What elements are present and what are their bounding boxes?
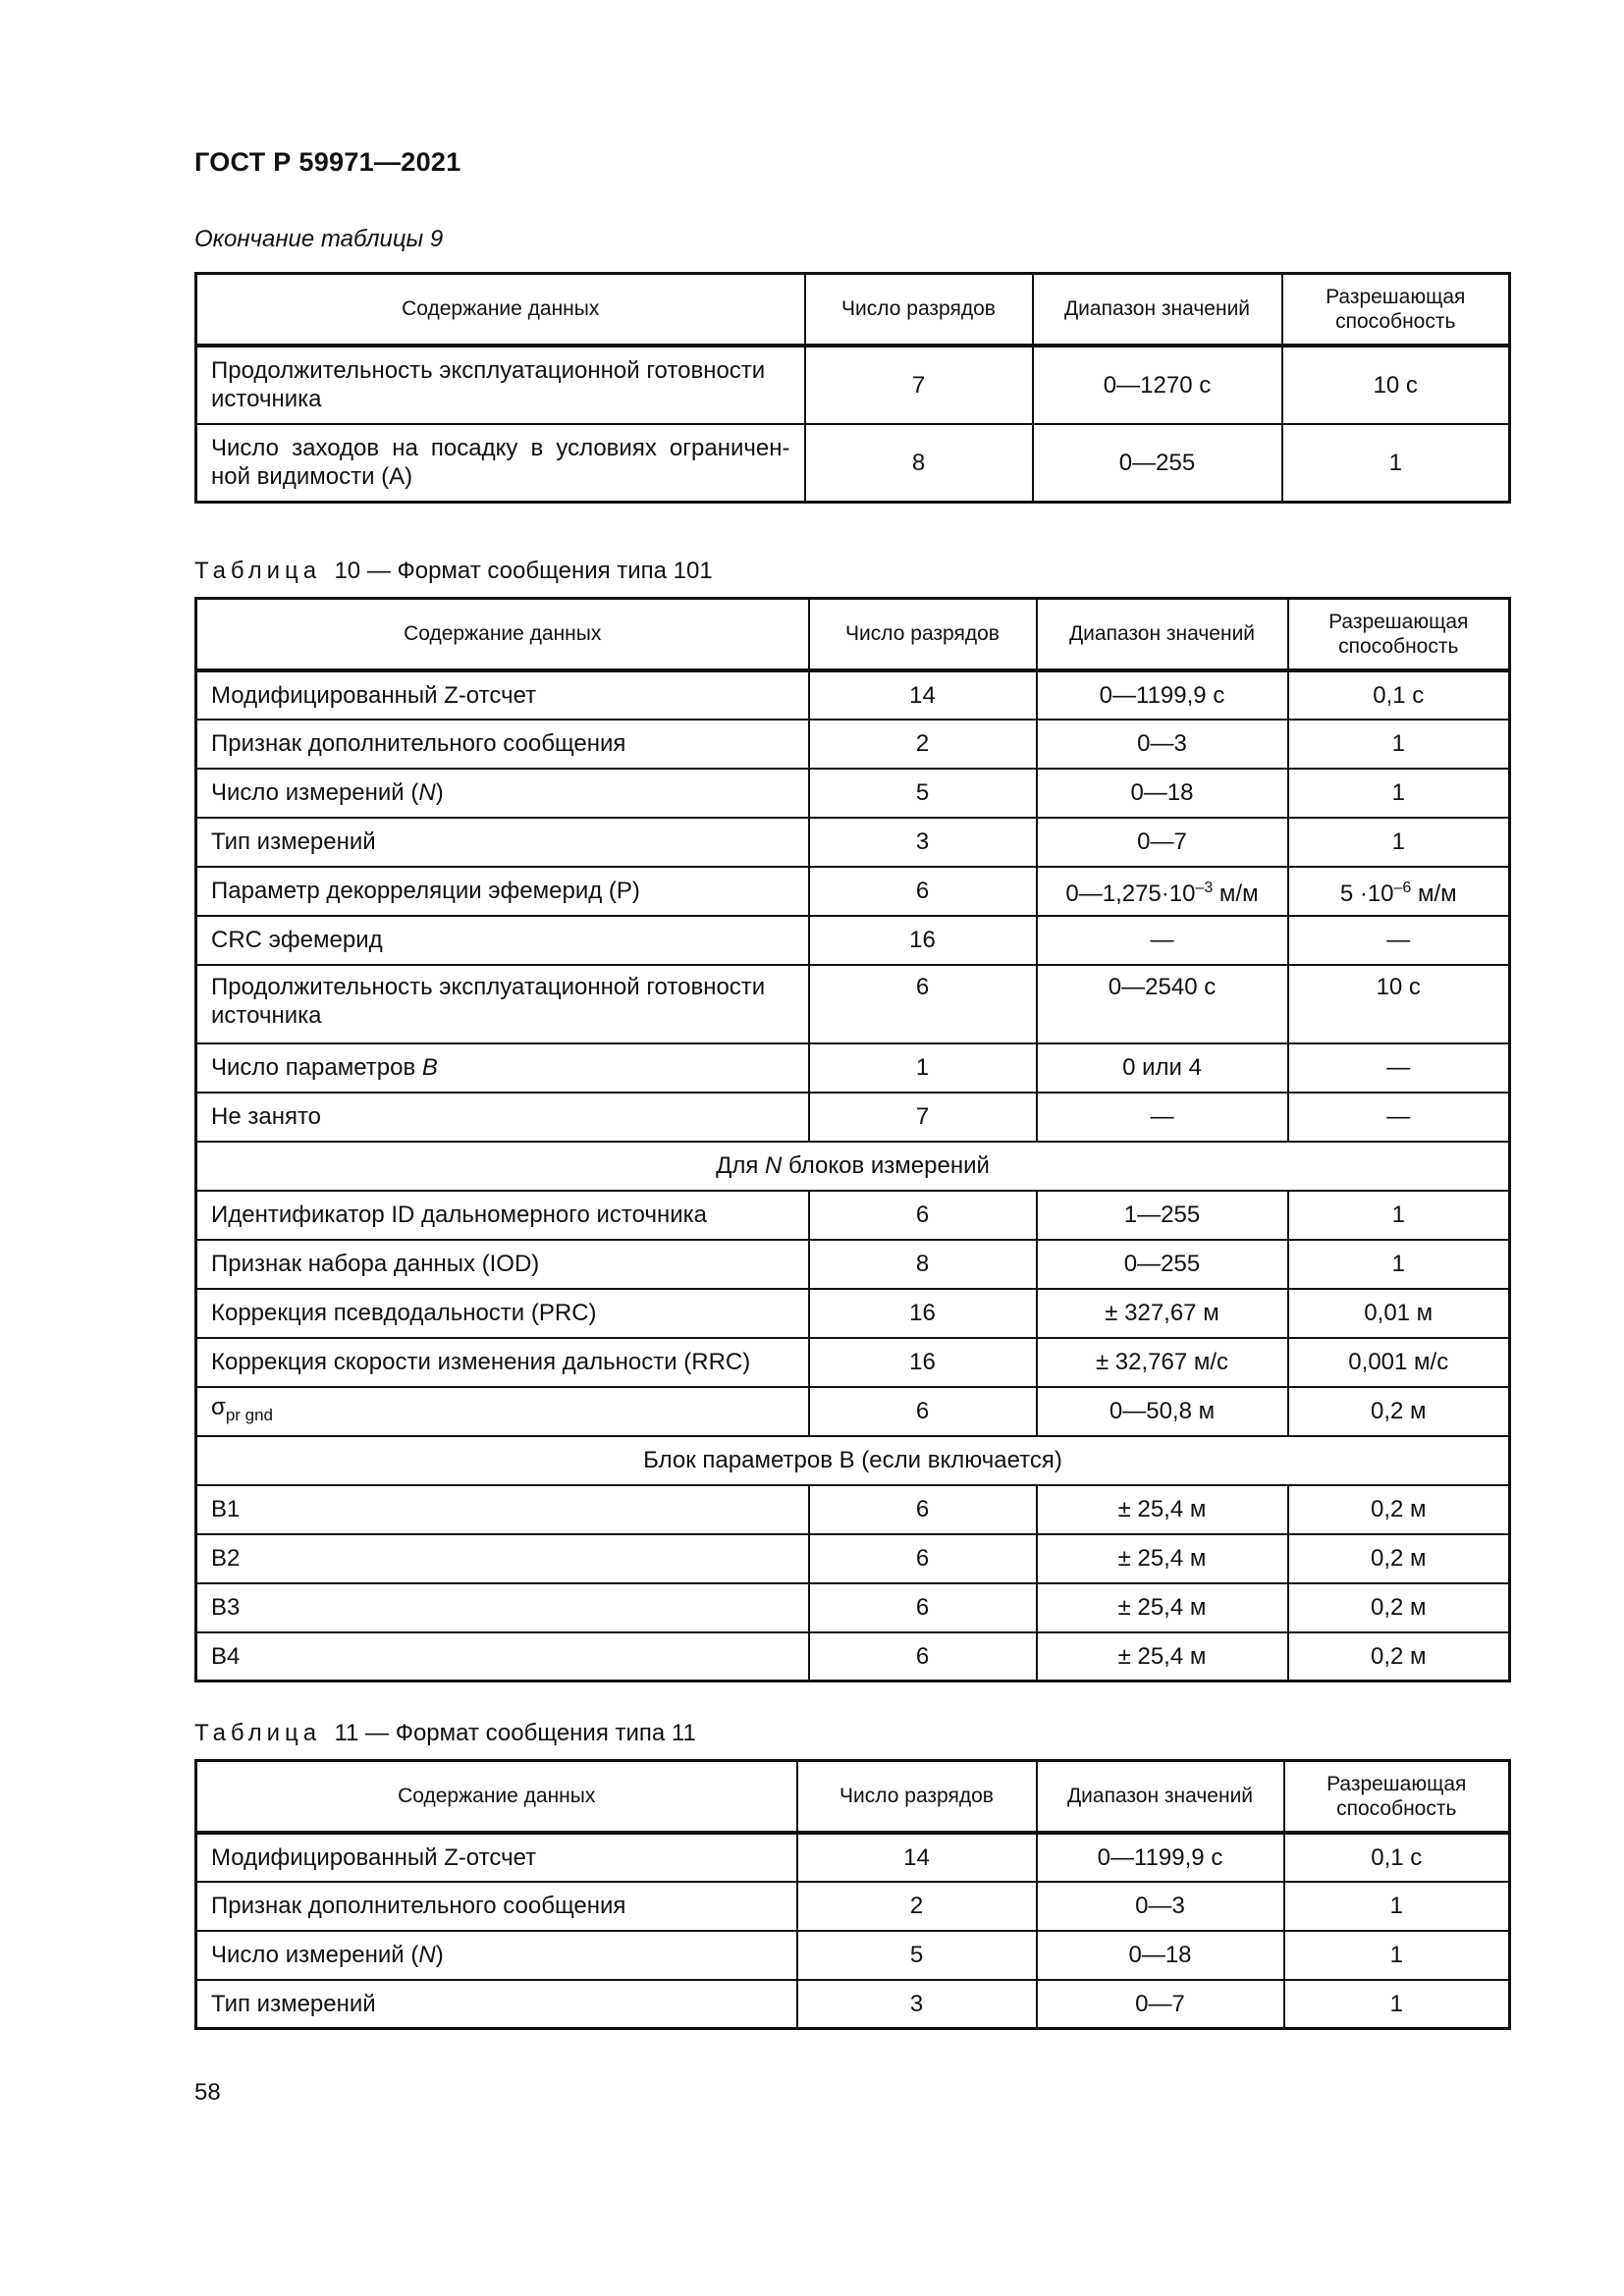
table9-caption: Окончание таблицы 9 [194,226,444,252]
cell: CRC эфемерид [196,916,809,965]
cell: Параметр декорреляции эфемерид (Р) [196,867,809,916]
col-header: Разрешающая способность [1282,274,1510,346]
cell: 1 [1288,1191,1510,1240]
section-row [196,1436,1510,1485]
cell: 14 [797,1833,1037,1882]
cell: Модифицированный Z-отсчет [196,1833,797,1882]
page-number: 58 [194,2079,221,2106]
cell: ± 25,4 м [1037,1534,1288,1583]
table-row [196,1833,1510,1882]
cell: B1 [196,1485,809,1534]
table9 [194,272,1511,504]
table11-caption-text: 11 — Формат сообщения типа 11 [334,1720,696,1746]
cell-text: Число измерений ( [211,1942,419,1968]
table-row [196,1980,1510,2029]
table-row [196,424,1510,503]
cell-text: Число параметров [211,1054,422,1081]
cell: 6 [809,867,1037,916]
table11-caption [194,1720,696,1747]
table-row [196,1043,1510,1093]
cell: 0—255 [1037,1240,1288,1289]
cell: 0 или 4 [1037,1043,1288,1093]
cell: 5 [797,1931,1037,1980]
cell-exp: –6 [1393,880,1412,896]
cell-text: 0—1,275·10 [1065,881,1196,907]
cell: 1 [1288,769,1510,818]
cell [1288,867,1510,916]
cell: ± 25,4 м [1037,1632,1288,1682]
cell: 1 [1288,818,1510,867]
cell: Коррекция скорости изменения дальности (RRC) [196,1338,809,1387]
cell-text: м/м [1213,881,1259,907]
table-row [196,1882,1510,1931]
table10-caption [194,558,713,585]
cell: B4 [196,1632,809,1682]
cell: 7 [805,346,1033,424]
table10 [194,597,1511,1682]
cell: 0—1199,9 с [1037,670,1288,720]
cell: Идентификатор ID дальномерного источника [196,1191,809,1240]
cell: 14 [809,670,1037,720]
cell: 1 [1284,1882,1510,1931]
cell: Признак набора данных (IOD) [196,1240,809,1289]
table11-header-row [196,1761,1510,1833]
cell: 0—1199,9 с [1037,1833,1284,1882]
cell-text: Число измерений ( [211,779,419,806]
cell: 1 [1282,424,1510,503]
col-header: Содержание данных [196,599,809,670]
table-row [196,720,1510,769]
cell: 0,001 м/с [1288,1338,1510,1387]
cell [1037,867,1288,916]
table10-header-row [196,599,1510,670]
sigma-subscript: pr gnd [225,1405,274,1424]
table-row [196,346,1510,424]
cell-exp: –3 [1195,880,1214,896]
cell: 6 [809,1632,1037,1682]
cell: 1 [1284,1931,1510,1980]
table-row [196,965,1510,1043]
cell: Модифицированный Z-отсчет [196,670,809,720]
cell: — [1037,916,1288,965]
sigma-symbol: σ [211,1394,226,1421]
cell: 1 [809,1043,1037,1093]
cell: — [1288,916,1510,965]
section-row [196,1142,1510,1191]
cell: — [1288,1043,1510,1093]
table-row [196,670,1510,720]
cell: 10 с [1282,346,1510,424]
cell: Число заходов на посадку в условиях ограничен-ной видимости (А) [196,424,805,503]
cell: ± 25,4 м [1037,1583,1288,1632]
cell: 0,1 с [1284,1833,1510,1882]
table-row [196,1485,1510,1534]
col-header: Диапазон значений [1033,274,1282,346]
cell-text: ) [435,1942,444,1968]
cell: 1 [1288,720,1510,769]
table11-caption-label: Таблица [194,1720,322,1746]
cell: 0—50,8 м [1037,1387,1288,1436]
cell: Продолжительность эксплуатационной готовности источника [196,346,805,424]
cell: 0—18 [1037,769,1288,818]
cell: Продолжительность эксплуатационной готовности источника [196,965,809,1043]
cell: 1 [1284,1980,1510,2029]
table-row [196,1931,1510,1980]
document-id: ГОСТ Р 59971—2021 [194,147,461,177]
cell: 0,2 м [1288,1485,1510,1534]
table-row [196,1632,1510,1682]
cell: 0,2 м [1288,1387,1510,1436]
cell-text: Для [716,1152,766,1179]
cell: 5 [809,769,1037,818]
section-heading [196,1142,1510,1191]
table-row [196,916,1510,965]
col-header: Содержание данных [196,1761,797,1833]
table-row [196,1289,1510,1338]
cell: 8 [809,1240,1037,1289]
cell-text: м/м [1411,881,1457,907]
cell: 16 [809,1289,1037,1338]
cell: 0,01 м [1288,1289,1510,1338]
cell-text: 5 ·10 [1339,881,1394,907]
cell: 16 [809,1338,1037,1387]
col-header: Разрешающая способность [1284,1761,1510,1833]
cell: ± 25,4 м [1037,1485,1288,1534]
cell: 0—2540 с [1037,965,1288,1043]
table10-caption-label: Таблица [194,558,322,584]
cell: Тип измерений [196,1980,797,2029]
table10-caption-text: 10 — Формат сообщения типа 101 [334,558,713,584]
table-row [196,769,1510,818]
table-row [196,1534,1510,1583]
cell: Признак дополнительного сообщения [196,720,809,769]
cell: B2 [196,1534,809,1583]
cell: 0—3 [1037,1882,1284,1931]
cell-var: N [765,1152,783,1179]
cell: 6 [809,965,1037,1043]
table-row [196,1338,1510,1387]
cell [196,769,809,818]
cell: ± 32,767 м/с [1037,1338,1288,1387]
cell: 0,2 м [1288,1632,1510,1682]
cell: 10 с [1288,965,1510,1043]
cell [196,1387,809,1436]
cell: 6 [809,1191,1037,1240]
col-header: Разрешающая способность [1288,599,1510,670]
section-heading: Блок параметров В (если включается) [196,1436,1510,1485]
col-header: Содержание данных [196,274,805,346]
cell: 0,1 с [1288,670,1510,720]
cell: 6 [809,1583,1037,1632]
table-row [196,1583,1510,1632]
cell-var: N [418,1942,436,1968]
cell: Коррекция псевдодальности (PRC) [196,1289,809,1338]
cell: 0—255 [1033,424,1282,503]
cell [196,1043,809,1093]
col-header: Диапазон значений [1037,1761,1284,1833]
cell: B3 [196,1583,809,1632]
col-header: Число разрядов [797,1761,1037,1833]
cell-var: N [418,779,436,806]
cell: Не занято [196,1093,809,1142]
cell: 16 [809,916,1037,965]
table9-header-row [196,274,1510,346]
cell [196,1931,797,1980]
table-row [196,1191,1510,1240]
cell: 2 [809,720,1037,769]
table11 [194,1759,1511,2030]
col-header: Число разрядов [809,599,1037,670]
cell: 8 [805,424,1033,503]
cell: 6 [809,1387,1037,1436]
cell: 0—7 [1037,1980,1284,2029]
cell: ± 327,67 м [1037,1289,1288,1338]
cell: 7 [809,1093,1037,1142]
cell: 6 [809,1485,1037,1534]
table-row [196,818,1510,867]
table-row [196,1387,1510,1436]
cell: 1 [1288,1240,1510,1289]
cell: 3 [809,818,1037,867]
table-row [196,1240,1510,1289]
cell: 2 [797,1882,1037,1931]
cell-text: блоков измерений [782,1152,990,1179]
cell: Тип измерений [196,818,809,867]
cell: — [1288,1093,1510,1142]
table-row [196,1093,1510,1142]
cell: 0,2 м [1288,1534,1510,1583]
cell: — [1037,1093,1288,1142]
cell-var: B [421,1054,438,1081]
cell: 0,2 м [1288,1583,1510,1632]
cell-text: ) [435,779,444,806]
cell: 0—18 [1037,1931,1284,1980]
col-header: Диапазон значений [1037,599,1288,670]
cell: 0—1270 с [1033,346,1282,424]
cell: Признак дополнительного сообщения [196,1882,797,1931]
cell: 6 [809,1534,1037,1583]
cell: 1—255 [1037,1191,1288,1240]
col-header: Число разрядов [805,274,1033,346]
cell: 0—3 [1037,720,1288,769]
table-row [196,867,1510,916]
cell: 3 [797,1980,1037,2029]
cell: 0—7 [1037,818,1288,867]
